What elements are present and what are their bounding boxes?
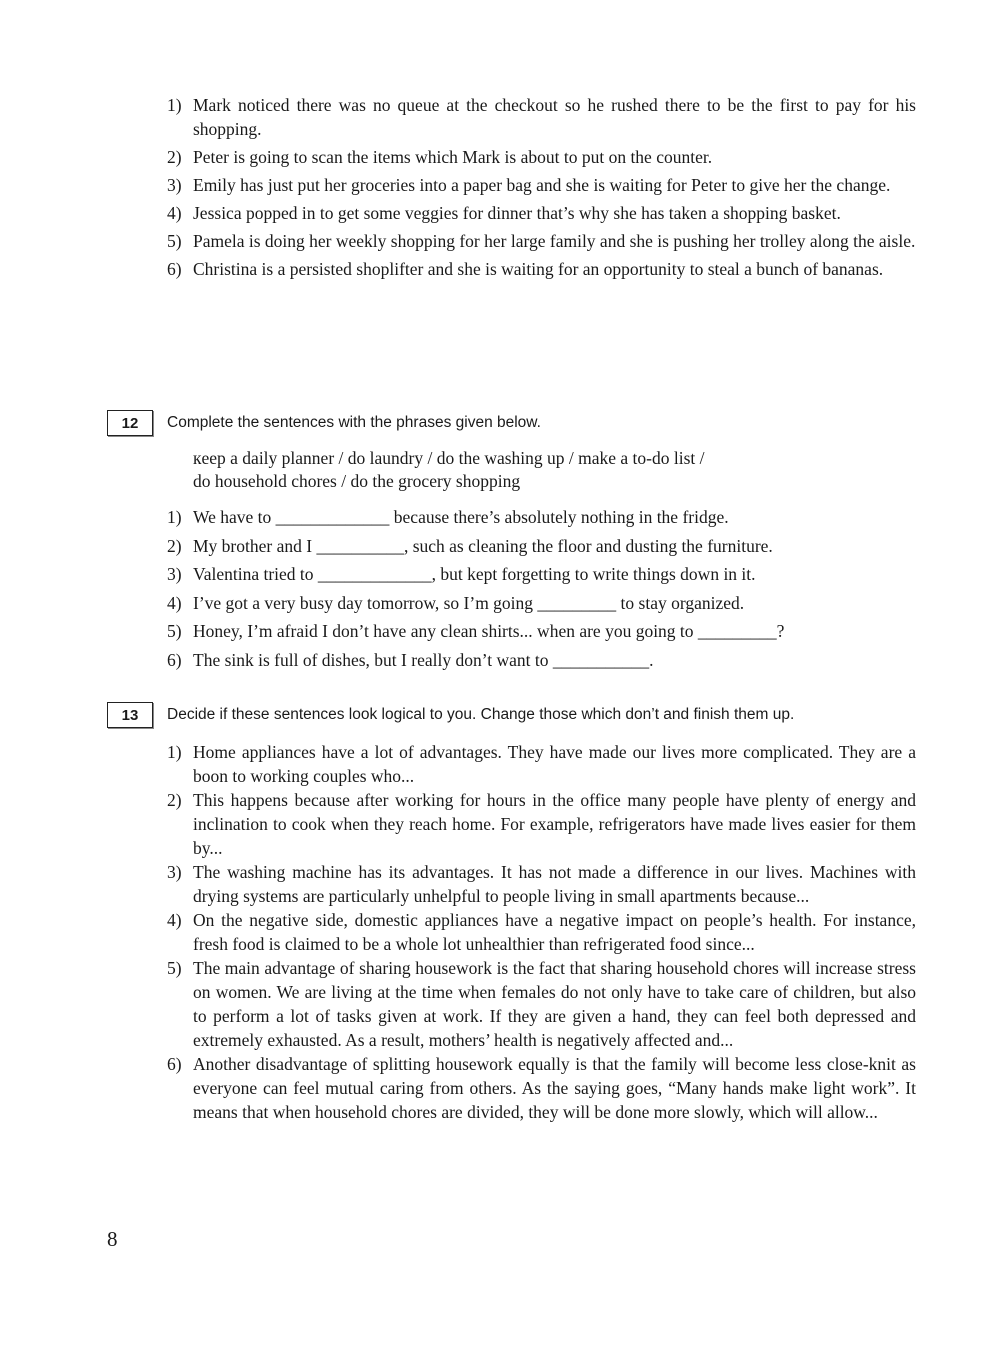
item-number: 5) [167, 231, 182, 251]
exercise-13-header [107, 702, 794, 728]
item-number: 6) [167, 1054, 182, 1074]
list-item [167, 173, 916, 197]
list-item [167, 860, 916, 908]
item-text: On the negative side, domestic appliances have a negative impact on people’s health. For instance, fresh food is claimed to be a whole lot unhealthier than refrigerated food since... [193, 910, 916, 954]
exercise-12-list [167, 505, 916, 676]
list-item [167, 505, 916, 529]
item-number: 5) [167, 958, 182, 978]
item-number: 1) [167, 95, 182, 115]
item-number: 2) [167, 147, 182, 167]
item-number: 4) [167, 910, 182, 930]
item-text: This happens because after working for hours in the office many people have plenty of energy and inclination to cook when they reach home. For example, refrigerators have made lives easier for them by... [193, 790, 916, 858]
list-item [167, 562, 916, 586]
item-text: The washing machine has its advantages. It has not made a difference in our lives. Machines with drying systems are particularly unhelpful to people living in small apartments because... [193, 862, 916, 906]
item-text: We have to _____________ because there’s absolutely nothing in the fridge. [193, 507, 729, 527]
item-text: Mark noticed there was no queue at the checkout so he rushed there to be the first to pay for his shopping. [193, 95, 916, 139]
list-item [167, 788, 916, 860]
list-item [167, 956, 916, 1052]
item-number: 2) [167, 790, 182, 810]
item-number: 2) [167, 535, 182, 556]
exercise-number-box: 12 [107, 410, 153, 436]
phrase-bank-line: do household chores / do the grocery shopping [193, 471, 521, 491]
list-item [167, 257, 916, 281]
phrase-bank [193, 447, 893, 493]
exercise-number-box: 13 [107, 702, 153, 728]
item-text: Peter is going to scan the items which Mark is about to put on the counter. [193, 147, 713, 167]
exercise-instruction: Complete the sentences with the phrases given below. [167, 414, 541, 431]
list-item [167, 145, 916, 169]
item-number: 1) [167, 507, 182, 527]
item-number: 3) [167, 175, 182, 195]
item-number: 3) [167, 564, 182, 584]
list-item [167, 908, 916, 956]
item-text: The sink is full of dishes, but I really don’t want to ___________. [193, 649, 654, 670]
item-text: Christina is a persisted shoplifter and she is waiting for an opportunity to steal a bunch of bananas. [193, 259, 884, 279]
item-text: Another disadvantage of splitting housework equally is that the family will become less close-knit as everyone can feel mutual caring from others. As the saying goes, “Many hands make light work”. It means that when household chores are divided, they will be done more slowly, which will allow... [193, 1054, 916, 1122]
item-number: 6) [167, 649, 182, 670]
list-item [167, 740, 916, 788]
item-number: 3) [167, 862, 182, 882]
item-text: The main advantage of sharing housework is the fact that sharing household chores will increase stress on women. We are living at the time when females do not only have to take care of children, but also to perform a lot of tasks given at work. If they are given a hand, they can feel both depressed and extremely exhausted. As a result, mothers’ health is negatively affected and... [193, 958, 916, 1050]
list-item [167, 534, 916, 558]
item-text: Emily has just put her groceries into a paper bag and she is waiting for Peter to give her the change. [193, 175, 891, 195]
list-item [167, 1052, 916, 1124]
item-text: Jessica popped in to get some veggies for dinner that’s why she has taken a shopping basket. [193, 203, 841, 223]
item-number: 1) [167, 742, 182, 762]
list-item [167, 229, 916, 253]
list-item [167, 591, 916, 615]
item-text: Pamela is doing her weekly shopping for her large family and she is pushing her trolley along the aisle. [193, 231, 916, 251]
exercise-12-header [107, 410, 541, 436]
list-item [167, 201, 916, 225]
item-number: 5) [167, 621, 182, 641]
item-text: I’ve got a very busy day tomorrow, so I’m going _________ to stay organized. [193, 592, 745, 613]
item-number: 4) [167, 592, 182, 613]
item-text: Valentina tried to _____________, but kept forgetting to write things down in it. [193, 564, 756, 584]
exercise-13-list [167, 740, 916, 1124]
list-item [167, 619, 916, 643]
list-item [167, 93, 916, 141]
item-text: My brother and I __________, such as cleaning the floor and dusting the furniture. [193, 535, 773, 556]
list-item [167, 648, 916, 672]
exercise-instruction: Decide if these sentences look logical to you. Change those which don’t and finish them up. [167, 706, 795, 723]
page-number: 8 [107, 1227, 118, 1251]
phrase-bank-line: кeep a daily planner / do laundry / do the washing up / make a to-do list / [193, 448, 705, 468]
item-number: 6) [167, 259, 182, 279]
item-text: Home appliances have a lot of advantages. They have made our lives more complicated. They are a boon to working couples who... [193, 742, 916, 786]
item-text: Honey, I’m afraid I don’t have any clean shirts... when are you going to _________? [193, 621, 785, 641]
item-number: 4) [167, 203, 182, 223]
exercise-11-list [167, 93, 916, 285]
